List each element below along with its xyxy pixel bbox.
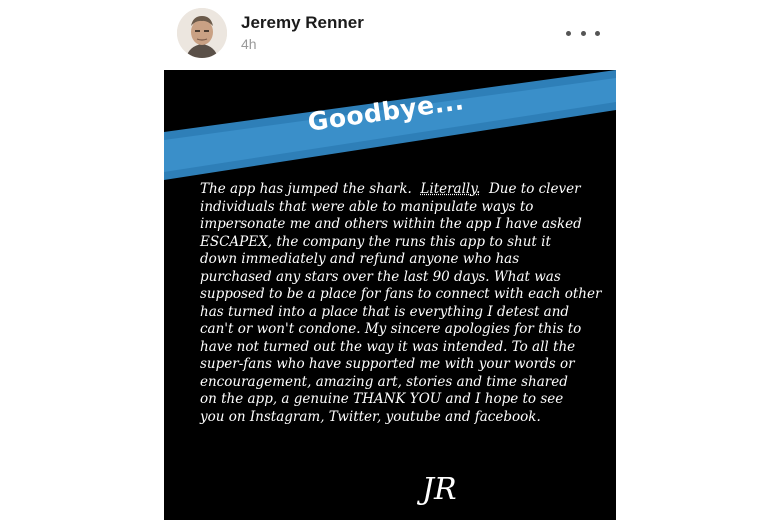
- author-name[interactable]: Jeremy Renner: [241, 13, 364, 32]
- letter-line: has turned into a place that is everything I detest and: [200, 303, 570, 320]
- letter-line: supposed to be a place for fans to connect with each other: [200, 286, 602, 302]
- letter-line: down immediately and refund anyone who has: [200, 251, 520, 267]
- post-header: [0, 0, 780, 66]
- post-image[interactable]: [164, 70, 616, 520]
- letter-line: purchased any stars over the last 90 days. What was: [200, 268, 561, 285]
- letter-line: individuals that were able to manipulate ways to: [200, 198, 534, 215]
- more-horizontal-icon: [595, 31, 600, 36]
- letter-line-text: Due to clever: [488, 181, 581, 197]
- letter-line: super-fans who have supported me with your words or: [200, 356, 575, 372]
- letter-line: ESCAPEX, the company the runs this app to shut it: [200, 233, 551, 250]
- letter-line-text: The app has jumped the shark.: [200, 181, 412, 197]
- signature: JR: [422, 472, 457, 507]
- letter-line: have not turned out the way it was intended. To all the: [200, 338, 576, 355]
- letter-line: impersonate me and others within the app I have asked: [200, 216, 582, 232]
- letter-line: [200, 181, 600, 199]
- letter-line: can't or won't condone. My sincere apologies for this to: [200, 321, 582, 337]
- more-options-button[interactable]: [566, 22, 600, 44]
- banner-title: Goodbye...: [305, 86, 466, 137]
- letter-text: [200, 181, 600, 426]
- letter-line: on the app, a genuine THANK YOU and I hope to see: [200, 391, 564, 407]
- more-horizontal-icon: [581, 31, 586, 36]
- avatar[interactable]: [177, 8, 227, 58]
- emphasis-word: Literally.: [420, 181, 481, 197]
- letter-line: you on Instagram, Twitter, youtube and facebook.: [200, 408, 541, 425]
- more-horizontal-icon: [566, 31, 571, 36]
- post-timestamp: 4h: [241, 36, 257, 52]
- banner-stripe: [164, 70, 616, 190]
- letter-line: encouragement, amazing art, stories and time shared: [200, 373, 568, 390]
- profile-photo: [177, 8, 227, 58]
